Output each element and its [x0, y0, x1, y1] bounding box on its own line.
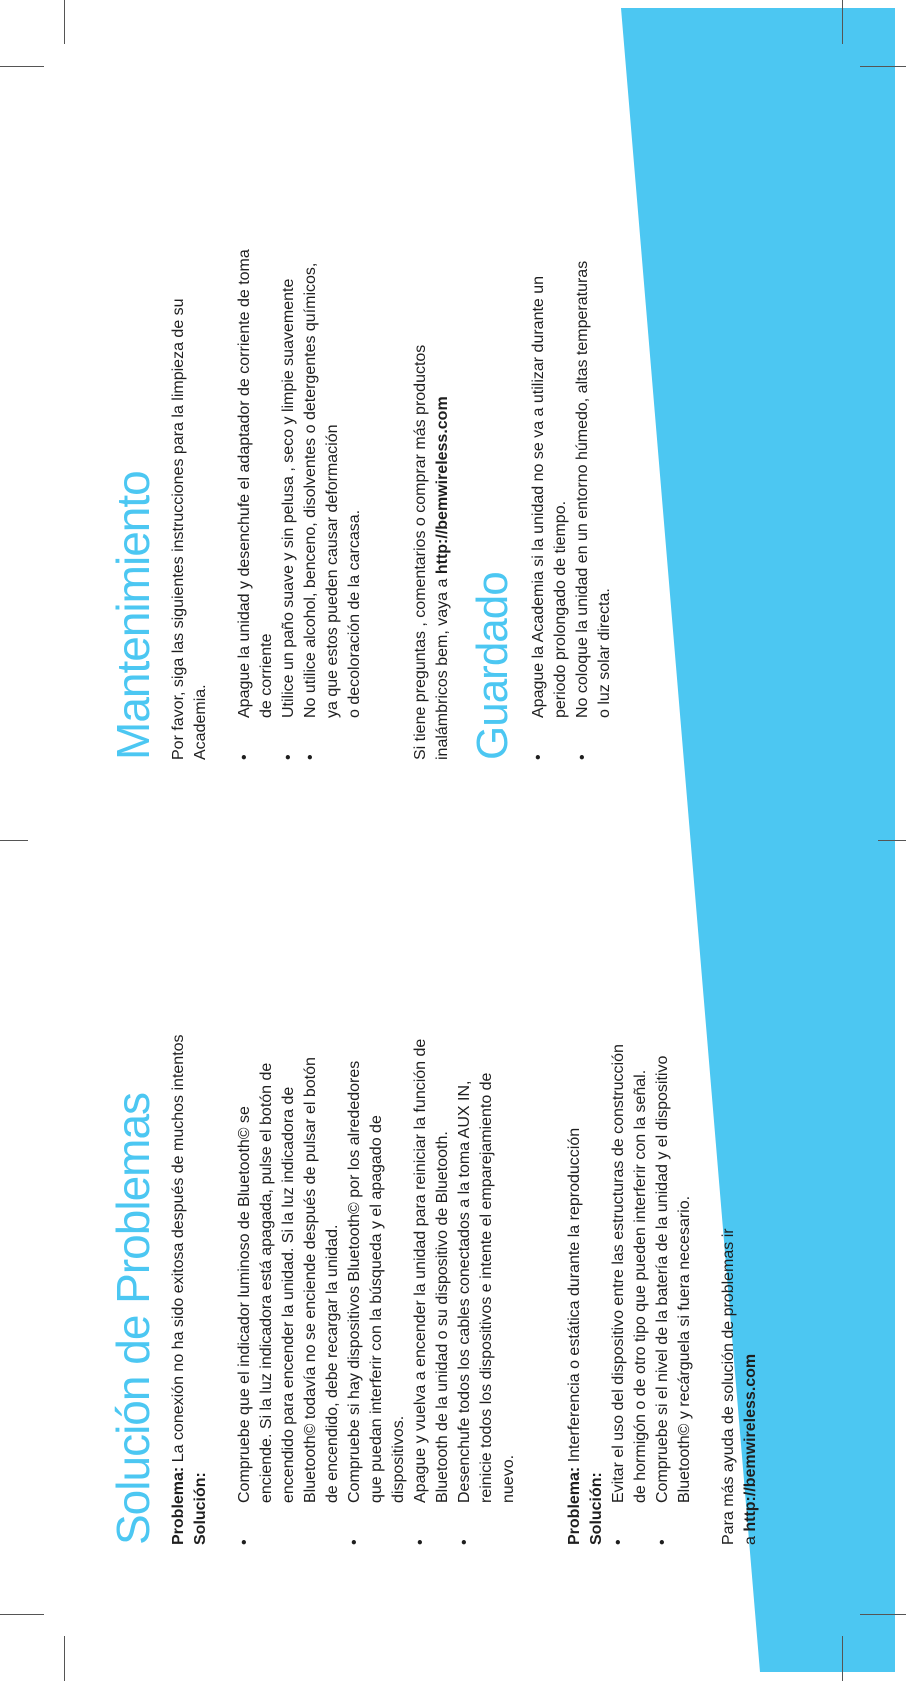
- crop-mark: [860, 1614, 906, 1615]
- list-item: • Apague y vuelva a encender la unidad para reiniciar la función de Bluetooth de la unidad o su dispositivo de Bluetooth.: [410, 745, 454, 1545]
- list-item: • Compruebe si hay dispositivos Bluetooth© por los alrededores que puedan interferir con la búsqueda y el apagado de dispositivos.: [344, 745, 410, 1545]
- problem-1-label: Problema:: [170, 1466, 187, 1545]
- crop-mark: [64, 0, 65, 44]
- contact-text-body: Si tiene preguntas , comentarios o comprar más productos inalámbricos bem, vaya a: [412, 344, 451, 760]
- troubleshooting-section: [108, 745, 762, 1545]
- problem-1-text: La conexión no ha sido exitosa después de muchos intentos: [170, 1034, 187, 1467]
- list-item: • No coloque la unidad en un entorno húmedo, altas temperaturas o luz solar directa.: [572, 0, 616, 760]
- contact-link[interactable]: http://bemwireless.com: [434, 396, 451, 575]
- problem-2-label: Problema:: [566, 1466, 583, 1545]
- help-link[interactable]: http://bemwireless.com: [742, 1353, 759, 1532]
- help-text-body: Para más ayuda de solución de problemas ir a: [720, 1228, 759, 1545]
- problem-1: [168, 745, 190, 1545]
- list-item: • Evitar el uso del dispositivo entre las estructuras de construcción de hormigón o de otro tipo que pueden interferir con la señal.: [608, 745, 652, 1545]
- crop-mark: [878, 840, 906, 841]
- solution-1-list: [234, 745, 520, 1545]
- crop-mark: [0, 840, 28, 841]
- list-item: • No utilice alcohol, benceno, disolventes o detergentes químicos, ya que estos pueden causar deformación o decoloración de la carcasa.: [300, 0, 366, 760]
- problem-2-text: Interferencia o estática durante la reproducción: [566, 1127, 583, 1467]
- maintenance-intro: Por favor, siga las siguientes instrucciones para la limpieza de su Academia.: [170, 298, 209, 760]
- crop-mark: [842, 0, 843, 44]
- crop-mark: [842, 1636, 843, 1681]
- crop-mark: [0, 1614, 44, 1615]
- list-item: • Compruebe que el indicador luminoso de Bluetooth© se enciende. Si la luz indicadora está apagada, pulse el botón de encendido para encender la unidad. Si la luz indicadora de Bluetooth© todavía no se enciende después de pulsar el botón de encendido, debe recargar la unidad.: [234, 745, 344, 1545]
- crop-mark: [860, 66, 906, 67]
- list-item: • Utilice un paño suave y sin pelusa , seco y limpie suavemente: [278, 0, 300, 760]
- solution-2-list: [608, 745, 696, 1545]
- list-item: • Apague la unidad y desenchufe el adaptador de corriente de toma de corriente: [234, 0, 278, 760]
- list-item: • Apague la Academia si la unidad no se va a utilizar durante un periodo prolongado de tiempo.: [528, 0, 572, 760]
- storage-list: [528, 0, 616, 760]
- troubleshooting-title: Solución de Problemas: [107, 1092, 159, 1545]
- list-item: • Desenchufe todos los cables conectados a la toma AUX IN, reinicie todos los dispositivos e intente el emparejamiento de nuevo.: [454, 745, 520, 1545]
- help-text: [718, 745, 762, 1545]
- solution-2-label: Solución:: [588, 1472, 605, 1545]
- contact-text: [410, 0, 454, 760]
- crop-mark: [64, 1636, 65, 1681]
- list-item: • Compruebe si el nivel de la batería de la unidad y el dispositivo Bluetooth© y recárguela si fuera necesario.: [652, 745, 696, 1545]
- problem-2: [564, 745, 586, 1545]
- solution-1-label: Solución:: [192, 1472, 209, 1545]
- storage-title: Guardado: [468, 572, 517, 760]
- maintenance-section: [108, 0, 616, 760]
- maintenance-list: [234, 0, 366, 760]
- maintenance-title: Mantenimiento: [107, 471, 159, 760]
- crop-mark: [0, 66, 44, 67]
